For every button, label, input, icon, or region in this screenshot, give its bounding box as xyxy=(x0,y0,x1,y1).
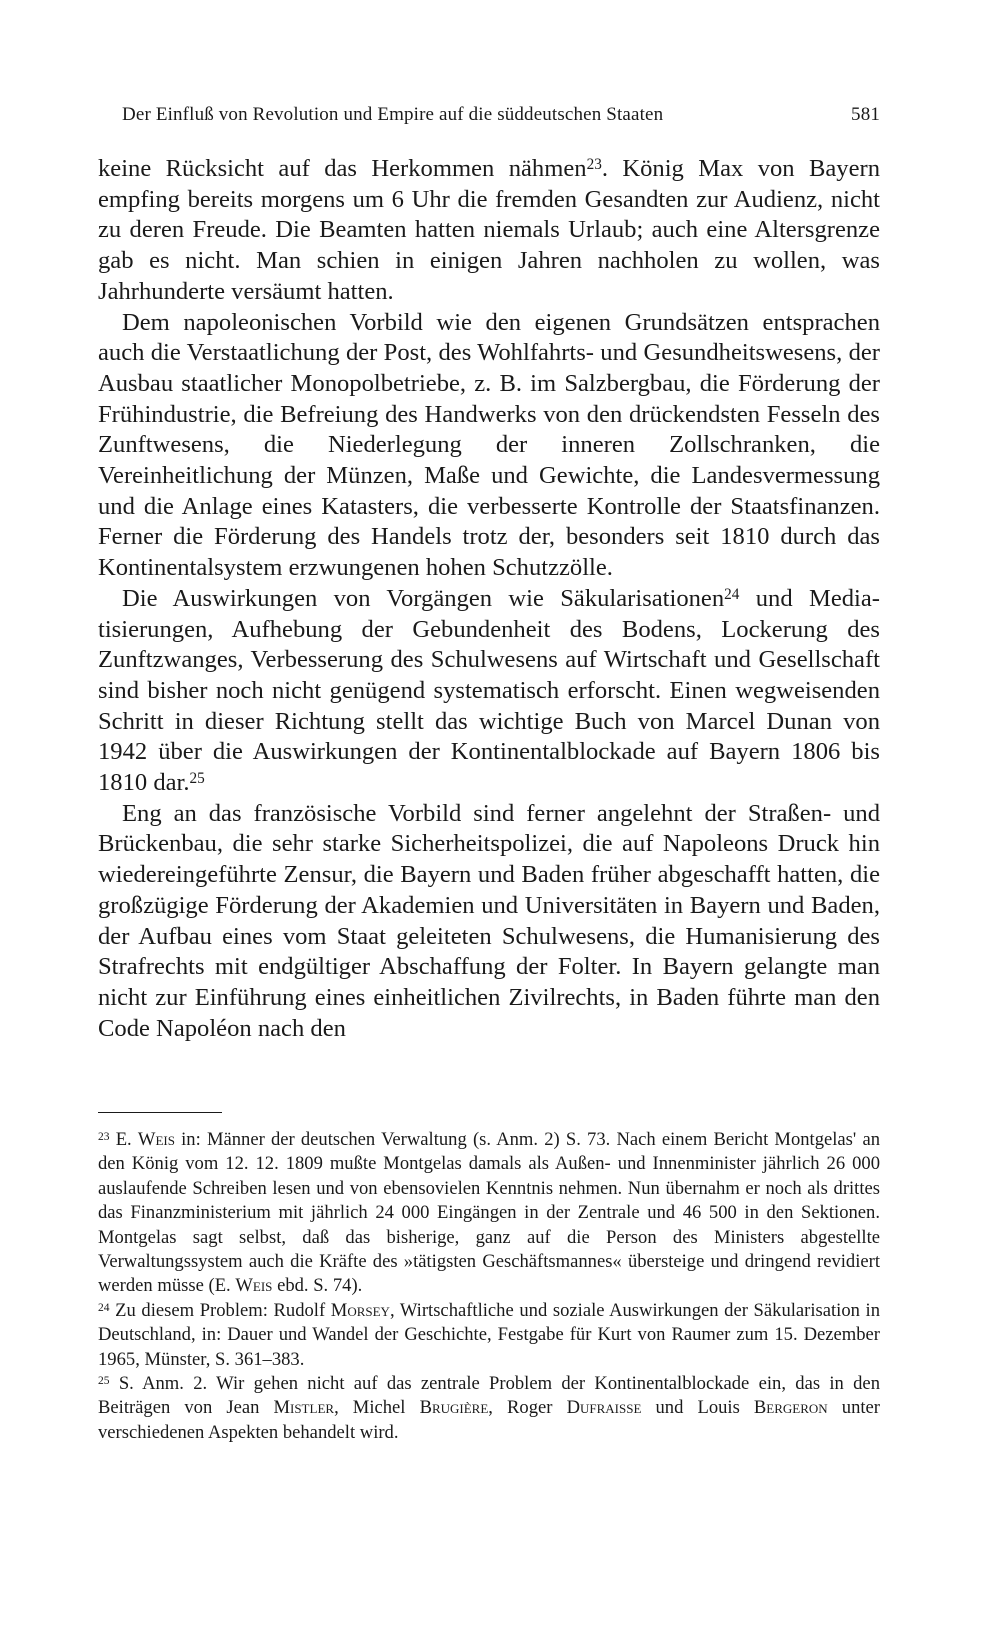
footnote-text: , Roger xyxy=(488,1397,567,1419)
footnotes xyxy=(98,1128,880,1445)
author-name: Weis xyxy=(235,1275,273,1297)
paragraph-3 xyxy=(98,584,880,799)
footnote-text: unter verschiedenen Aspekten behandelt wird. xyxy=(98,1397,880,1443)
footnote-24 xyxy=(98,1299,880,1372)
author-name: Morsey xyxy=(330,1299,390,1321)
footnote-marker: 25 xyxy=(98,1374,110,1387)
footnote-marker: 24 xyxy=(98,1301,110,1314)
author-name: Dufraisse xyxy=(566,1397,642,1419)
footnote-text: ebd. S. 74). xyxy=(272,1275,363,1297)
footnote-25 xyxy=(98,1372,880,1445)
main-text xyxy=(98,154,880,1044)
running-title: Der Einfluß von Revolution und Empire auf die süddeutschen Staaten xyxy=(122,104,664,125)
footnote-text: , Michel xyxy=(334,1397,420,1419)
footnote-text: Zu diesem Problem: Rudolf xyxy=(109,1299,331,1321)
footnote-text: in: Männer der deutschen Verwaltung (s. Anm. 2) S. 73. Nach einem Bericht Montgelas' an den König vom 12. 12. 1809 mußte Montgelas damals als Außen- und Innenminister jährlich 26 000 auslaufende Schreiben lesen und von ebensovielen Kenntnis nehmen. Nun übernahm er noch als drittes das Finanzministerium mit jährlich 24 000 Eingängen in der Zentrale und 46 500 in den Sektionen. Montgelas sagt selbst, daß das bisherige, ganz auf die Person des Ministers abgestellte Verwaltungssystem auch die Kräfte des »tätigsten Geschäftsmannes« übersteige und dringend revidiert werden müsse (E. xyxy=(98,1129,880,1297)
footnote-text: , Wirtschaftliche und soziale Auswirkungen der Säkularisation in Deutschland, in: Dauer und Wandel der Geschichte, Festgabe für Kurt von Raumer zum 15. Dezember 1965, Münster, S. 361–383. xyxy=(98,1299,881,1370)
author-name: Weis xyxy=(137,1129,175,1150)
footnote-divider xyxy=(98,1112,222,1113)
paragraph-3-text-b: und Mediatisierungen, Aufhebung der Gebundenheit des Bodens, Lockerung des Zunftzwanges, Verbesserung des Schulwesens auf Wirtschaft und Gesellschaft sind bisher noch nicht genügend systematisch erforscht. Einen wegweisenden Schritt in dieser Richtung stellt das wichtige Buch von Marcel Dunan von 1942 über die Auswirkungen der Kontinentalblockade auf Bayern 1806 bis 1810 dar. xyxy=(98,584,880,797)
author-name: Brugière xyxy=(419,1397,489,1419)
author-name: Mistler xyxy=(273,1397,335,1419)
paragraph-2: Dem napoleonischen Vorbild wie den eigenen Grundsätzen entsprachen auch die Verstaatlichung der Post, des Wohlfahrts- und Gesundheitswesens, der Ausbau staatlicher Monopolbetriebe, z. B. im Salzbergbau, die Förderung der Frühindustrie, die Befreiung des Handwerks von den drückendsten Fesseln des Zunftwesens, die Niederlegung der inneren Zollschranken, die Vereinheitlichung der Münzen, Maße und Gewichte, die Landesvermessung und die Anlage eines Katasters, die verbesserte Kontrolle der Staatsfinanzen. Ferner die Förderung des Handels trotz der, besonders seit 1810 durch das Kontinentalsystem erzwungenen hohen Schutzzölle. xyxy=(98,308,880,582)
footnote-ref-23: 23 xyxy=(586,156,602,174)
footnote-23 xyxy=(98,1128,880,1299)
paragraph-1-text-a: keine Rücksicht auf das Herkommen nähmen xyxy=(98,155,587,182)
running-head xyxy=(122,104,880,134)
footnote-ref-25: 25 xyxy=(189,770,205,788)
paragraph-1-text-b: . König Max von Bayern empfing bereits morgens um 6 Uhr die fremden Gesandten zur Audienz, nicht zu deren Freude. Die Beamten hatten niemals Urlaub; auch eine Altersgrenze gab es nicht. Man schien in einigen Jahren nachholen zu wollen, was Jahrhunderte versäumt hatten. xyxy=(98,155,881,305)
paragraph-4: Eng an das französische Vorbild sind ferner angelehnt der Straßen- und Brückenbau, die sehr starke Sicherheitspolizei, die auf Napoleons Druck hin wiedereingeführte Zensur, die Bayern und Baden früher abgeschafft hatten, die großzügige Förderung der Akademien und Universitäten in Bayern und Baden, der Aufbau eines vom Staat geleiteten Schulwesens, die Humanisierung des Strafrechts mit endgültiger Abschaffung der Folter. In Bayern gelangte man nicht zur Einführung eines einheitlichen Zivilrechts, in Baden führte man den Code Napoléon nach den xyxy=(98,799,880,1042)
footnote-text: und Louis xyxy=(641,1397,754,1419)
footnote-text: E. xyxy=(109,1129,138,1150)
footnote-ref-24: 24 xyxy=(724,585,740,603)
footnote-marker: 23 xyxy=(98,1130,110,1143)
page-number: 581 xyxy=(851,104,880,125)
paragraph-3-text-a: Die Auswirkungen von Vorgängen wie Säkularisationen xyxy=(122,584,725,612)
author-name: Bergeron xyxy=(753,1397,828,1419)
paragraph-1 xyxy=(98,154,880,308)
footnote-text: S. Anm. 2. Wir gehen nicht auf das zentrale Problem der Kontinentalblockade ein, das in den Beiträgen von Jean xyxy=(98,1373,880,1419)
book-page xyxy=(98,0,880,1645)
